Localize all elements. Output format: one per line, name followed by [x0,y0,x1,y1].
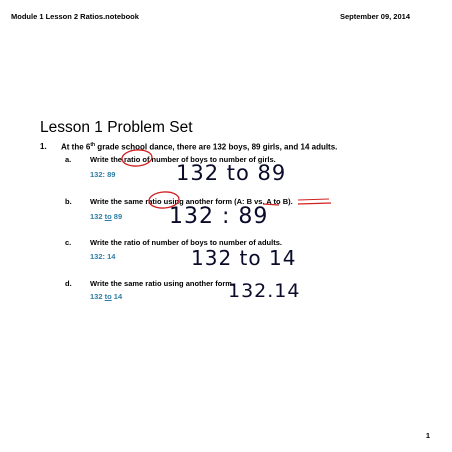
part-a-question-after: of number of boys to number of girls. [140,155,276,164]
problem-statement [61,142,337,152]
a-to-b-form-underline [298,203,331,204]
part-b-answer-right: 89 [111,212,123,221]
page-number: 1 [425,431,430,440]
part-b-question-after: using another form (A: B vs. A to B). [161,197,293,206]
part-d-handwritten-answer: 132.14 [228,280,301,302]
problem-text-after: grade school dance, there are 132 boys, 89 girls, and 14 adults. [95,142,338,152]
a-to-b-strikethrough [298,199,329,200]
part-d-answer-left: 132 [90,292,105,301]
part-b-answer-to: to [104,212,112,221]
part-b-answer-left: 132 [90,212,105,221]
part-d-letter: d. [65,279,72,288]
part-b-letter: b. [65,197,72,206]
part-a-letter: a. [65,155,72,164]
part-b-question-before: Write the same [90,197,146,206]
page-title: Lesson 1 Problem Set [40,119,193,136]
part-c-handwritten-answer: 132 to 14 [191,246,297,270]
notebook-filename: Module 1 Lesson 2 Ratios.notebook [11,12,139,21]
part-d-answer-right: 14 [111,292,123,301]
part-a-handwritten-answer: 132 to 89 [176,161,287,185]
header-date: September 09, 2014 [339,12,410,21]
part-b-circled-word: ratio [145,197,162,206]
part-c-question: Write the ratio of number of boys to number of adults. [90,238,282,247]
part-b-handwritten-answer: 132 : 89 [169,204,269,229]
part-d-answer [90,292,122,301]
part-a-circled-word: ratio [124,155,141,164]
problem-text-before: At the 6 [61,142,91,152]
part-c-answer: 132: 14 [90,252,116,261]
part-a-answer: 132: 89 [90,170,116,179]
part-c-letter: c. [65,238,72,247]
problem-number: 1. [40,142,47,151]
part-b-answer [90,212,122,221]
part-a-question-before: Write the [90,155,125,164]
ordinal-superscript: th [90,142,96,148]
part-d-answer-to: to [104,292,112,301]
part-d-question: Write the same ratio using another form. [90,279,235,288]
